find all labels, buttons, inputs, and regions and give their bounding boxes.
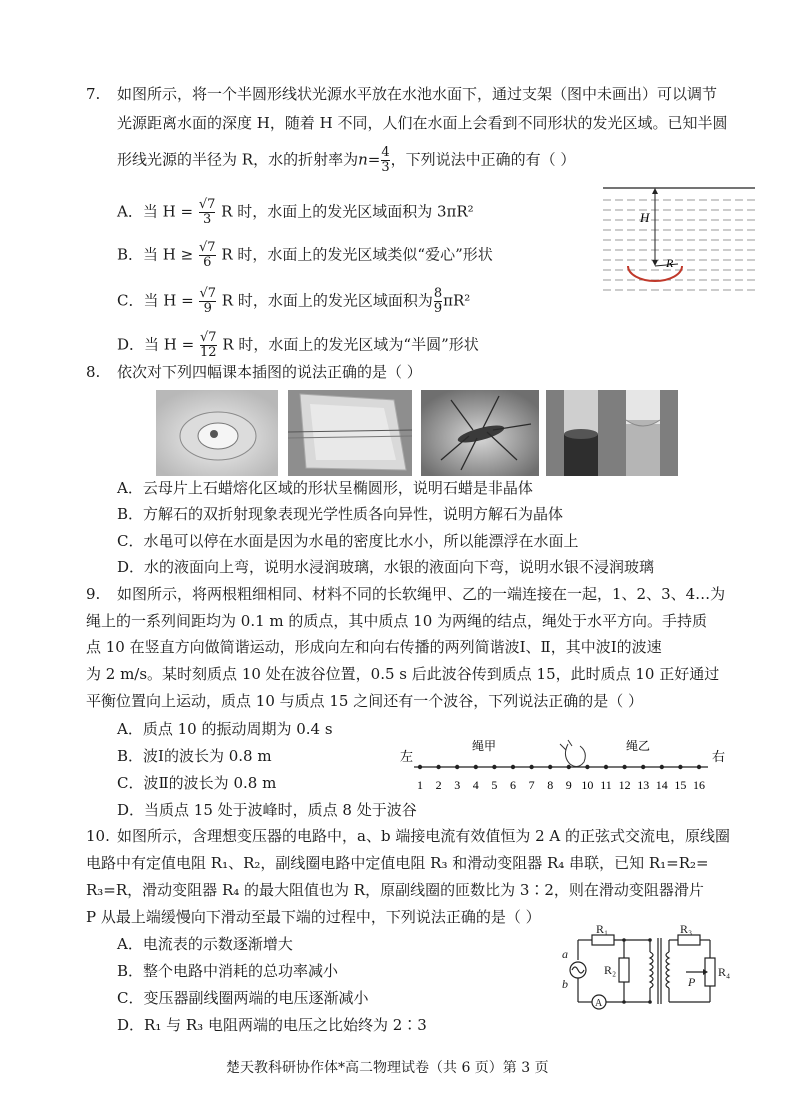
photo-calcite	[288, 390, 412, 476]
rope-point-label: 13	[637, 778, 650, 792]
q10-fig-r4: R₄	[718, 965, 731, 979]
rope-point	[436, 765, 440, 769]
rope-point-label: 9	[565, 778, 572, 792]
q9-option-c: C．波Ⅱ的波长为 0.8 m	[117, 774, 277, 792]
rope-point	[678, 765, 682, 769]
q7-line2: 光源距离水面的深度 H，随着 H 不同，人们在水面上会看到不同形状的发光区域。已知半圆	[117, 114, 728, 132]
rope-point-label: 5	[491, 778, 498, 792]
rope-point-label: 15	[674, 778, 687, 792]
rope-point	[492, 765, 496, 769]
rope-point-label: 12	[618, 778, 631, 792]
rope-point	[511, 765, 515, 769]
rope-point	[567, 765, 571, 769]
q7-pool-figure	[600, 184, 758, 296]
q7-line3: 形线光源的半径为 R，水的折射率为n= $\frac{4}{3}$ ，下列说法中正确的有（ ）	[117, 145, 576, 175]
q10-option-a: A．电流表的示数逐渐增大	[117, 935, 293, 953]
q9-line3: 点 10 在竖直方向做简谐运动，形成向左和向右传播的两列简谐波Ⅰ、Ⅱ，其中波Ⅰ的波速	[86, 638, 662, 656]
q10-line1: 如图所示，含理想变压器的电路中，a、b 端接电流有效值恒为 2 A 的正弦式交流电，原线圈	[117, 827, 730, 845]
q10-option-b: B．整个电路中消耗的总功率减小	[117, 962, 339, 980]
q8-number: 8.	[86, 363, 101, 381]
q10-fig-r1: R₁	[596, 922, 609, 936]
q7-option-c: C．当 H = $\frac{√7}{9}$ R 时，水面上的发光区域面积为 $\frac{8}{9}$ πR²	[117, 286, 471, 316]
rope-point	[604, 765, 608, 769]
rope-point-label: 8	[547, 778, 554, 792]
rope-point	[641, 765, 645, 769]
q10-circuit-figure	[558, 922, 738, 1014]
rope-point-label: 3	[454, 778, 461, 792]
q9-option-d: D．当质点 15 处于波峰时，质点 8 处于波谷	[117, 801, 417, 819]
q10-line4: P 从最上端缓慢向下滑动至最下端的过程中，下列说法正确的是（ ）	[86, 908, 541, 926]
q7-option-d: D．当 H = $\frac{√7}{12}$ R 时，水面上的发光区域为“半圆”形状	[117, 330, 479, 360]
q10-option-c: C．变压器副线圈两端的电压逐渐减小	[117, 989, 369, 1007]
q9-fig-rope-jia: 绳甲	[472, 739, 497, 753]
q9-line5: 平衡位置向上运动，质点 10 与质点 15 之间还有一个波谷，下列说法正确的是（ ）	[86, 692, 644, 710]
q9-line2: 绳上的一系列间距均为 0.1 m 的质点，其中质点 10 为两绳的结点，绳处于水平方向。手持质	[86, 612, 708, 630]
q9-option-a: A．质点 10 的振动周期为 0.4 s	[117, 720, 333, 738]
q8-option-a: A．云母片上石蜡熔化区域的形状呈椭圆形，说明石蜡是非晶体	[117, 479, 533, 497]
q7-option-b: B．当 H ≥ $\frac{√7}{6}$ R 时，水面上的发光区域类似“爱心”形状	[117, 240, 493, 270]
photo-water-strider	[421, 390, 539, 476]
rope-point	[697, 765, 701, 769]
page-footer: 楚天教科研协作体*高二物理试卷（共 6 页）第 3 页	[226, 1060, 549, 1076]
rope-point	[455, 765, 459, 769]
rope-point-label: 11	[600, 778, 612, 792]
rope-point-label: 16	[693, 778, 705, 792]
rope-point	[585, 765, 589, 769]
q9-fig-right: 右	[712, 750, 726, 765]
q7-number: 7.	[86, 85, 101, 103]
rope-point	[660, 765, 664, 769]
rope-point	[622, 765, 626, 769]
q9-line4: 为 2 m/s。某时刻质点 10 处在波谷位置，0.5 s 后此波谷传到质点 15，此时质点 10 正好通过	[86, 665, 720, 683]
q10-fig-a: a	[562, 947, 568, 961]
q7-option-a: A．当 H = $\frac{√7}{3}$ R 时，水面上的发光区域面积为 3πR²	[117, 197, 474, 227]
q8-option-d: D．水的液面向上弯，说明水浸润玻璃，水银的液面向下弯，说明水银不浸润玻璃	[117, 558, 655, 576]
rope-point-label: 10	[581, 778, 594, 792]
rope-point	[548, 765, 552, 769]
q8-option-b: B．方解石的双折射现象表现光学性质各向异性，说明方解石为晶体	[117, 505, 564, 523]
q7-fig-r-label: R	[666, 256, 674, 270]
q9-fig-left: 左	[400, 750, 414, 765]
q8-stem: 依次对下列四幅课本插图的说法正确的是（ ）	[117, 363, 422, 381]
q9-number: 9.	[86, 585, 101, 603]
q9-option-b: B．波Ⅰ的波长为 0.8 m	[117, 747, 272, 765]
rope-point-label: 14	[655, 778, 668, 792]
rope-point	[474, 765, 478, 769]
rope-point-label: 1	[417, 778, 423, 792]
q10-number: 10.	[86, 827, 110, 845]
photo-mica-wax	[156, 390, 278, 476]
q7-fig-h-label: H	[640, 210, 650, 225]
q10-line3: R₃=R，滑动变阻器 R₄ 的最大阻值也为 R，原副线圈的匝数比为 3∶2，则在滑动变阻器滑片	[86, 881, 704, 899]
q9-rope-figure	[396, 738, 732, 794]
rope-point	[529, 765, 533, 769]
q9-fig-rope-yi: 绳乙	[626, 739, 651, 753]
rope-point-label: 7	[528, 778, 535, 792]
q10-fig-b: b	[562, 977, 568, 991]
q10-fig-r3: R₃	[680, 922, 693, 936]
q9-line1: 如图所示，将两根粗细相同、材料不同的长软绳甲、乙的一端连接在一起，1、2、3、4…为	[117, 585, 726, 603]
q10-option-d: D．R₁ 与 R₃ 电阻两端的电压之比始终为 2∶3	[117, 1016, 427, 1034]
q10-fig-p: P	[688, 975, 696, 989]
photo-capillary-tubes	[546, 390, 678, 476]
q10-line2: 电路中有定值电阻 R₁、R₂，副线圈电路中定值电阻 R₃ 和滑动变阻器 R₄ 串联，已知 R₁=R₂=	[86, 854, 709, 872]
rope-point-label: 4	[472, 778, 479, 792]
q10-fig-r2: R₂	[604, 963, 617, 977]
rope-point	[418, 765, 422, 769]
q7-line1: 如图所示，将一个半圆形线状光源水平放在水池水面下，通过支架（图中未画出）可以调节	[117, 85, 718, 103]
q8-option-c: C．水黾可以停在水面是因为水黾的密度比水小，所以能漂浮在水面上	[117, 532, 579, 550]
rope-point-label: 2	[435, 778, 442, 792]
rope-point-label: 6	[510, 778, 516, 792]
q10-fig-ammeter: A	[595, 998, 603, 1009]
